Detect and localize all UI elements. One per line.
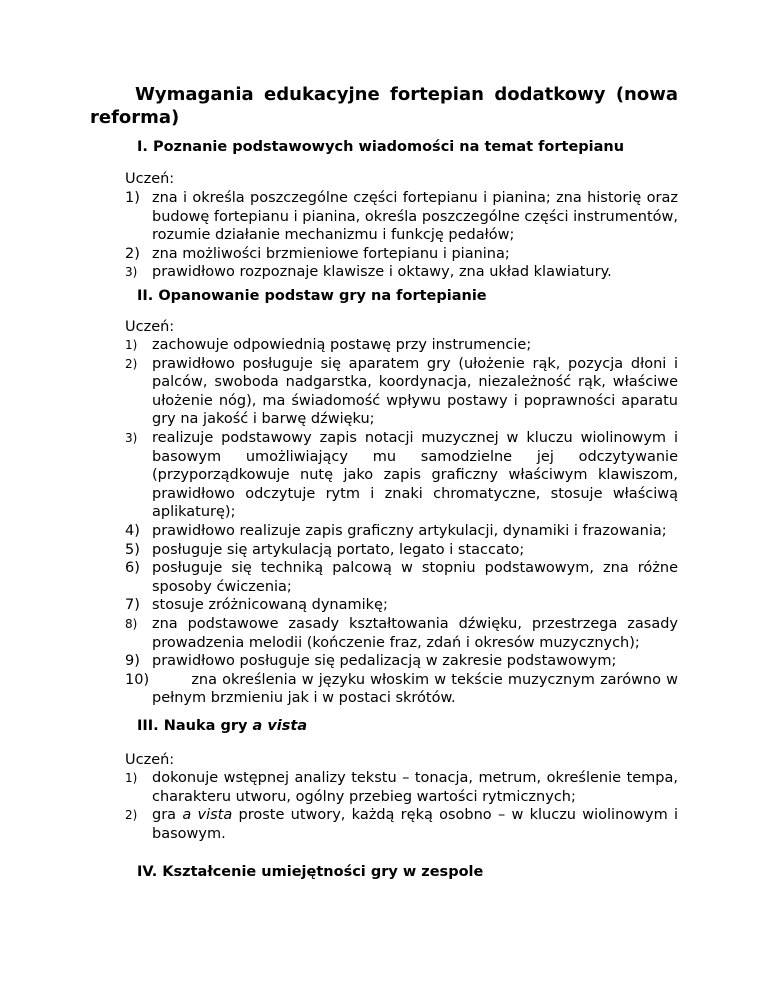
page-title: Wymagania edukacyjne fortepian dodatkowy (nowa reforma) [90,84,678,128]
list-item-text-before: gra [152,807,183,824]
section-heading-3-text: III. Nauka gry [137,718,253,734]
list-item [125,806,678,843]
list-item-text-italic: a vista [182,807,233,824]
list-item-number: 3) [125,265,138,280]
list-item [125,189,678,245]
list-item [125,541,678,560]
section-3-list [125,769,678,843]
list-item-text: posługuje się artykulacją portato, legato i staccato; [152,541,525,558]
list-item-number: 1) [125,190,140,206]
list-item-text: stosuje zróżnicowaną dynamikę; [152,597,388,614]
list-item-text-after: proste utwory, każdą ręką osobno – w kluczu wiolinowym i basowym. [152,807,679,842]
section-heading-2: II. Opanowanie podstaw gry na fortepianie [137,288,487,304]
list-item [125,522,678,541]
section-heading-3-italic: a vista [252,718,308,734]
list-item-number: 2) [125,356,138,371]
list-item-text: prawidłowo realizuje zapis graficzny artykulacji, dynamiki i frazowania; [152,522,667,539]
list-item [125,615,678,652]
list-item-number: 5) [125,541,140,558]
list-item-text: dokonuje wstępnej analizy tekstu – tonacja, metrum, określenie tempa, charakteru utworu, ogólny przebieg wartości rytmicznych; [152,770,678,805]
list-item-number: 1) [125,338,138,352]
list-item-number: 2) [125,808,138,823]
list-item-number: 8) [125,616,138,631]
list-item [125,429,678,522]
list-item-number: 1) [125,771,138,785]
list-item: 10) zna określenia w języku włoskim w tekście muzycznym zarówno w pełnym brzmieniu jak i w postaci skrótów. [125,671,679,707]
list-item [125,652,678,671]
list-item-text: zachowuje odpowiednią postawę przy instrumencie; [152,337,532,353]
list-item [125,769,678,806]
section-heading-3 [137,716,307,736]
list-item-text: prawidłowo posługuje się pedalizacją w zakresie podstawowym; [152,653,617,670]
list-item-text: zna i określa poszczególne części fortepianu i pianina; zna historię oraz budowę fortepianu i pianina, określa poszczególne części instrumentów, rozumie działanie mechanizmu i funkcję pedałów; [152,190,678,244]
list-item-number: 3) [125,430,138,445]
list-item-text: posługuje się techniką palcową w stopniu podstawowym, zna różne sposoby ćwiczenia; [152,560,678,595]
list-item [125,263,678,282]
list-item-text: zna podstawowe zasady kształtowania dźwięku, przestrzega zasady prowadzenia melodii (kończenie fraz, zdań i okresów muzycznych); [152,615,678,651]
section-heading-4: IV. Kształcenie umiejętności gry w zespole [137,864,484,880]
list-item [125,355,678,429]
section-1-intro: Uczeń: [125,171,175,187]
list-item-text: zna określenia w języku włoskim w tekście muzycznym zarówno w pełnym brzmieniu jak i w postaci skrótów. [152,671,679,707]
list-item [125,245,678,264]
list-item-text: realizuje podstawowy zapis notacji muzycznej w kluczu wiolinowym i basowym umożliwiający mu samodzielne jej odczytywanie (przyporządkowuje nutę jako zapis graficzny właściwym klawiszom, prawidłowo odczytuje rytm i znaki chromatyczne, stosuje właściwą aplikaturę); [152,429,678,521]
list-item-text: prawidłowo rozpoznaje klawisze i oktawy, zna układ klawiatury. [152,264,612,281]
list-item-text: prawidłowo posługuje się aparatem gry (ułożenie rąk, pozycja dłoni i palców, swoboda nadgarstka, koordynacja, niezależność rąk, właściwe ułożenie nóg), ma świadomość wpływu postawy i poprawności aparatu gry na jakość i barwę dźwięku; [152,355,678,428]
list-item-number: 9) [125,653,140,670]
section-1-list [125,189,678,282]
list-item-number: 7) [125,597,140,614]
section-2-intro: Uczeń: [125,319,175,335]
section-heading-1: I. Poznanie podstawowych wiadomości na temat fortepianu [137,139,625,155]
list-item [125,596,678,615]
list-item-number: 6) [125,560,140,577]
list-item-text: zna możliwości brzmieniowe fortepianu i pianina; [152,245,510,262]
section-2-list [125,336,678,708]
list-item-number: 2) [125,245,140,262]
list-item [125,559,678,596]
list-item [125,336,678,355]
list-item-number: 4) [125,522,140,539]
section-3-intro: Uczeń: [125,752,175,768]
